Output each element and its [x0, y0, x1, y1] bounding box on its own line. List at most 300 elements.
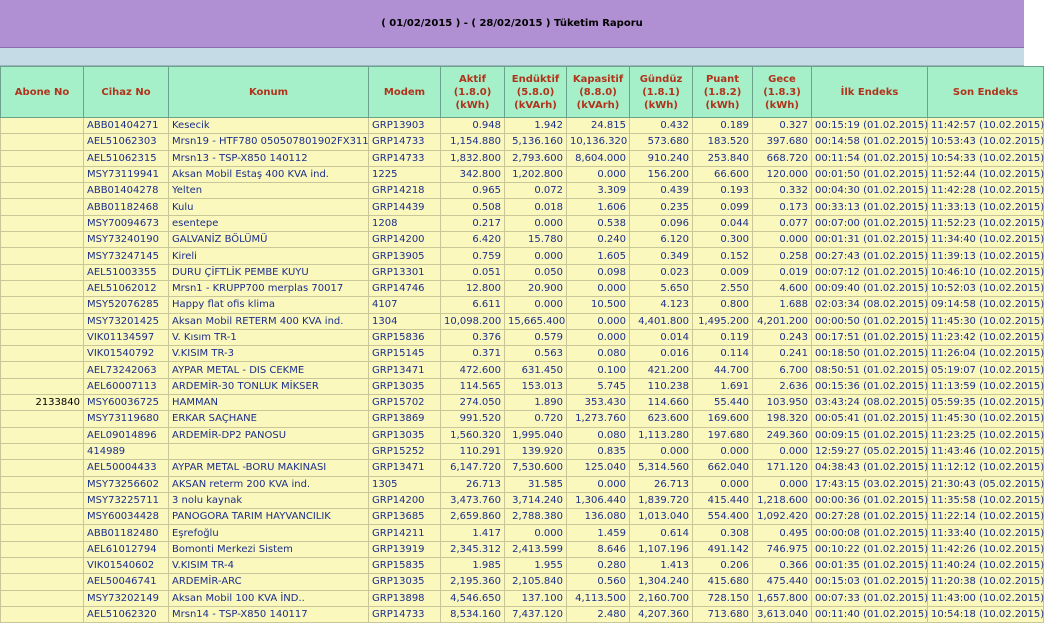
cell-kapasitif: 10,136.320: [567, 134, 630, 150]
table-row[interactable]: [1, 590, 1044, 606]
table-row[interactable]: [1, 329, 1044, 345]
column-header-line: Abone No: [14, 86, 70, 98]
cell-puant: 66.600: [693, 166, 753, 182]
table-row[interactable]: [1, 232, 1044, 248]
cell-enduktif: 1.890: [505, 395, 567, 411]
column-header-line: (kWh): [765, 99, 799, 111]
cell-ilk-endeks: 00:01:31 (01.02.2015): [812, 232, 928, 248]
cell-konum: Kulu: [169, 199, 369, 215]
cell-enduktif: 0.050: [505, 264, 567, 280]
cell-cihaz-no: MSY73119941: [84, 166, 169, 182]
cell-gece: 0.019: [753, 264, 812, 280]
cell-konum: ARDEMİR-30 TONLUK MİKSER: [169, 378, 369, 394]
cell-son-endeks: 21:30:43 (05.02.2015): [928, 476, 1044, 492]
cell-gece: 0.173: [753, 199, 812, 215]
cell-kapasitif: 3.309: [567, 183, 630, 199]
cell-son-endeks: 09:14:58 (10.02.2015): [928, 297, 1044, 313]
cell-gunduz: 0.014: [630, 329, 693, 345]
cell-gece: 746.975: [753, 541, 812, 557]
cell-gece: 0.000: [753, 443, 812, 459]
cell-gunduz: 2,160.700: [630, 590, 693, 606]
cell-enduktif: 0.579: [505, 329, 567, 345]
cell-gunduz: 1.413: [630, 558, 693, 574]
cell-gece: 0.077: [753, 215, 812, 231]
cell-son-endeks: 11:34:40 (10.02.2015): [928, 232, 1044, 248]
cell-enduktif: 139.920: [505, 443, 567, 459]
cell-abone-no: [1, 297, 84, 313]
cell-gece: 1,218.600: [753, 492, 812, 508]
cell-aktif: 991.520: [441, 411, 505, 427]
cell-aktif: 3,473.760: [441, 492, 505, 508]
cell-gunduz: 26.713: [630, 476, 693, 492]
cell-cihaz-no: AEL51003355: [84, 264, 169, 280]
cell-konum: Mrsn14 - TSP-X850 140117: [169, 606, 369, 622]
cell-gece: 0.495: [753, 525, 812, 541]
cell-enduktif: 631.450: [505, 362, 567, 378]
cell-gunduz: 4,401.800: [630, 313, 693, 329]
cell-enduktif: 0.563: [505, 346, 567, 362]
cell-gunduz: 0.000: [630, 443, 693, 459]
table-row[interactable]: [1, 443, 1044, 459]
cell-gece: 103.950: [753, 395, 812, 411]
cell-konum: Aksan Mobil 100 KVA İND..: [169, 590, 369, 606]
table-row[interactable]: [1, 346, 1044, 362]
cell-kapasitif: 0.080: [567, 346, 630, 362]
cell-abone-no: [1, 492, 84, 508]
cell-cihaz-no: ABB01404271: [84, 118, 169, 134]
cell-cihaz-no: MSY73201425: [84, 313, 169, 329]
cell-gece: 3,613.040: [753, 606, 812, 622]
cell-abone-no: [1, 232, 84, 248]
cell-modem: GRP14200: [369, 492, 441, 508]
cell-ilk-endeks: 02:03:34 (08.02.2015): [812, 297, 928, 313]
table-row[interactable]: [1, 199, 1044, 215]
cell-son-endeks: 10:54:33 (10.02.2015): [928, 150, 1044, 166]
table-row[interactable]: [1, 150, 1044, 166]
column-header-son-endeks[interactable]: [928, 67, 1044, 118]
cell-konum: HAMMAN: [169, 395, 369, 411]
cell-aktif: 1,832.800: [441, 150, 505, 166]
column-header-line: Aktif: [459, 73, 486, 85]
cell-gunduz: 5.650: [630, 280, 693, 296]
cell-ilk-endeks: 00:15:36 (01.02.2015): [812, 378, 928, 394]
column-header-gece[interactable]: [753, 67, 812, 118]
cell-aktif: 26.713: [441, 476, 505, 492]
cell-ilk-endeks: 00:27:43 (01.02.2015): [812, 248, 928, 264]
cell-son-endeks: 11:20:38 (10.02.2015): [928, 574, 1044, 590]
cell-ilk-endeks: 17:43:15 (03.02.2015): [812, 476, 928, 492]
column-header-gunduz[interactable]: [630, 67, 693, 118]
cell-gece: 0.366: [753, 558, 812, 574]
cell-modem: 4107: [369, 297, 441, 313]
cell-gece: 1,092.420: [753, 509, 812, 525]
cell-enduktif: 15.780: [505, 232, 567, 248]
cell-puant: 554.400: [693, 509, 753, 525]
cell-konum: DURU ÇİFTLİK PEMBE KUYU: [169, 264, 369, 280]
column-header-line: Gece: [768, 73, 796, 85]
table-row[interactable]: [1, 362, 1044, 378]
cell-modem: GRP13905: [369, 248, 441, 264]
cell-enduktif: 31.585: [505, 476, 567, 492]
cell-aktif: 0.051: [441, 264, 505, 280]
cell-cihaz-no: MSY73256602: [84, 476, 169, 492]
cell-enduktif: 0.072: [505, 183, 567, 199]
column-header-cihaz-no[interactable]: [84, 67, 169, 118]
cell-gece: 198.320: [753, 411, 812, 427]
table-row[interactable]: [1, 574, 1044, 590]
consumption-table: [0, 66, 1044, 623]
cell-aktif: 0.371: [441, 346, 505, 362]
cell-aktif: 6.420: [441, 232, 505, 248]
cell-enduktif: 0.018: [505, 199, 567, 215]
cell-kapasitif: 0.560: [567, 574, 630, 590]
column-header-line: (5.8.0): [516, 86, 555, 98]
cell-kapasitif: 1.606: [567, 199, 630, 215]
cell-kapasitif: 0.538: [567, 215, 630, 231]
cell-gunduz: 4.123: [630, 297, 693, 313]
cell-konum: Mrsn1 - KRUPP700 merplas 70017: [169, 280, 369, 296]
table-row[interactable]: [1, 427, 1044, 443]
cell-ilk-endeks: 00:01:35 (01.02.2015): [812, 558, 928, 574]
table-row[interactable]: [1, 378, 1044, 394]
header-spacer: [0, 48, 1024, 66]
cell-son-endeks: 11:40:24 (10.02.2015): [928, 558, 1044, 574]
cell-son-endeks: 10:46:10 (10.02.2015): [928, 264, 1044, 280]
table-row[interactable]: [1, 492, 1044, 508]
column-header-line: (1.8.1): [642, 86, 680, 98]
cell-cihaz-no: 414989: [84, 443, 169, 459]
cell-puant: 0.044: [693, 215, 753, 231]
column-header-enduktif[interactable]: [505, 67, 567, 118]
table-row[interactable]: [1, 460, 1044, 476]
cell-konum: ARDEMİR-ARC: [169, 574, 369, 590]
cell-gece: 249.360: [753, 427, 812, 443]
cell-abone-no: [1, 476, 84, 492]
cell-cihaz-no: VIK01540602: [84, 558, 169, 574]
cell-abone-no: [1, 199, 84, 215]
table-row[interactable]: [1, 215, 1044, 231]
cell-konum: AKSAN reterm 200 KVA ind.: [169, 476, 369, 492]
column-header-line: (kVArh): [576, 99, 620, 111]
cell-ilk-endeks: 00:00:08 (01.02.2015): [812, 525, 928, 541]
cell-cihaz-no: AEL50004433: [84, 460, 169, 476]
cell-puant: 0.189: [693, 118, 753, 134]
cell-son-endeks: 11:35:58 (10.02.2015): [928, 492, 1044, 508]
cell-gunduz: 114.660: [630, 395, 693, 411]
cell-gece: 0.327: [753, 118, 812, 134]
cell-konum: Kesecik: [169, 118, 369, 134]
column-header-line: Endüktif: [511, 73, 560, 85]
cell-modem: GRP13035: [369, 378, 441, 394]
cell-puant: 1.691: [693, 378, 753, 394]
cell-kapasitif: 8.646: [567, 541, 630, 557]
cell-puant: 491.142: [693, 541, 753, 557]
cell-puant: 0.000: [693, 443, 753, 459]
cell-modem: GRP15702: [369, 395, 441, 411]
cell-abone-no: [1, 280, 84, 296]
cell-puant: 0.000: [693, 476, 753, 492]
cell-gunduz: 110.238: [630, 378, 693, 394]
cell-abone-no: [1, 215, 84, 231]
cell-puant: 0.009: [693, 264, 753, 280]
cell-puant: 415.680: [693, 574, 753, 590]
cell-kapasitif: 8,604.000: [567, 150, 630, 166]
cell-modem: GRP13471: [369, 460, 441, 476]
cell-kapasitif: 136.080: [567, 509, 630, 525]
cell-gunduz: 421.200: [630, 362, 693, 378]
cell-gunduz: 623.600: [630, 411, 693, 427]
cell-puant: 253.840: [693, 150, 753, 166]
cell-modem: GRP14733: [369, 134, 441, 150]
cell-modem: GRP13035: [369, 574, 441, 590]
cell-abone-no: [1, 118, 84, 134]
cell-konum: [169, 443, 369, 459]
cell-modem: GRP13471: [369, 362, 441, 378]
column-header-line: (kWh): [705, 99, 740, 111]
cell-gunduz: 0.432: [630, 118, 693, 134]
table-row[interactable]: [1, 525, 1044, 541]
cell-kapasitif: 0.098: [567, 264, 630, 280]
cell-son-endeks: 11:13:59 (10.02.2015): [928, 378, 1044, 394]
cell-konum: Mrsn13 - TSP-X850 140112: [169, 150, 369, 166]
cell-abone-no: [1, 411, 84, 427]
cell-aktif: 274.050: [441, 395, 505, 411]
cell-konum: ERKAR SAÇHANE: [169, 411, 369, 427]
cell-aktif: 2,345.312: [441, 541, 505, 557]
table-row[interactable]: [1, 264, 1044, 280]
cell-puant: 1,495.200: [693, 313, 753, 329]
cell-cihaz-no: AEL51062315: [84, 150, 169, 166]
cell-aktif: 6,147.720: [441, 460, 505, 476]
cell-gunduz: 910.240: [630, 150, 693, 166]
cell-cihaz-no: AEL09014896: [84, 427, 169, 443]
cell-gece: 475.440: [753, 574, 812, 590]
cell-enduktif: 0.000: [505, 297, 567, 313]
cell-konum: Mrsn19 - HTF780 050507801902FX311: [169, 134, 369, 150]
cell-cihaz-no: AEL61012794: [84, 541, 169, 557]
cell-cihaz-no: MSY52076285: [84, 297, 169, 313]
cell-konum: AYPAR METAL - DIS CEKME: [169, 362, 369, 378]
cell-son-endeks: 11:23:25 (10.02.2015): [928, 427, 1044, 443]
cell-konum: ARDEMİR-DP2 PANOSU: [169, 427, 369, 443]
cell-gunduz: 0.096: [630, 215, 693, 231]
table-row[interactable]: [1, 183, 1044, 199]
table-header-row: [1, 67, 1044, 118]
cell-konum: 3 nolu kaynak: [169, 492, 369, 508]
table-row[interactable]: [1, 118, 1044, 134]
cell-konum: PANOGORA TARIM HAYVANCILIK: [169, 509, 369, 525]
cell-aktif: 1.417: [441, 525, 505, 541]
cell-ilk-endeks: 00:11:54 (01.02.2015): [812, 150, 928, 166]
column-header-line: Cihaz No: [101, 86, 151, 98]
cell-gunduz: 0.235: [630, 199, 693, 215]
cell-gunduz: 156.200: [630, 166, 693, 182]
cell-konum: Happy flat ofis klima: [169, 297, 369, 313]
cell-son-endeks: 10:52:03 (10.02.2015): [928, 280, 1044, 296]
cell-modem: GRP14218: [369, 183, 441, 199]
cell-kapasitif: 0.240: [567, 232, 630, 248]
column-header-modem[interactable]: [369, 67, 441, 118]
cell-modem: GRP13035: [369, 427, 441, 443]
cell-cihaz-no: VIK01540792: [84, 346, 169, 362]
table-row[interactable]: [1, 248, 1044, 264]
table-row[interactable]: [1, 558, 1044, 574]
cell-kapasitif: 0.100: [567, 362, 630, 378]
cell-aktif: 472.600: [441, 362, 505, 378]
cell-abone-no: [1, 509, 84, 525]
cell-kapasitif: 0.000: [567, 280, 630, 296]
cell-gunduz: 573.680: [630, 134, 693, 150]
cell-gece: 120.000: [753, 166, 812, 182]
cell-modem: GRP15836: [369, 329, 441, 345]
cell-konum: Kireli: [169, 248, 369, 264]
cell-puant: 0.152: [693, 248, 753, 264]
cell-ilk-endeks: 00:18:50 (01.02.2015): [812, 346, 928, 362]
cell-abone-no: [1, 378, 84, 394]
column-header-konum[interactable]: [169, 67, 369, 118]
cell-kapasitif: 2.480: [567, 606, 630, 622]
cell-cihaz-no: MSY73225711: [84, 492, 169, 508]
cell-abone-no: [1, 443, 84, 459]
table-row[interactable]: [1, 476, 1044, 492]
cell-gece: 0.243: [753, 329, 812, 345]
cell-son-endeks: 11:43:00 (10.02.2015): [928, 590, 1044, 606]
cell-modem: GRP13919: [369, 541, 441, 557]
cell-ilk-endeks: 00:01:50 (01.02.2015): [812, 166, 928, 182]
cell-abone-no: [1, 460, 84, 476]
cell-abone-no: [1, 329, 84, 345]
cell-aktif: 8,534.160: [441, 606, 505, 622]
cell-abone-no: [1, 134, 84, 150]
cell-ilk-endeks: 00:14:58 (01.02.2015): [812, 134, 928, 150]
cell-enduktif: 0.000: [505, 215, 567, 231]
table-row[interactable]: [1, 313, 1044, 329]
cell-modem: GRP14439: [369, 199, 441, 215]
cell-gunduz: 1,113.280: [630, 427, 693, 443]
cell-ilk-endeks: 00:33:13 (01.02.2015): [812, 199, 928, 215]
cell-abone-no: [1, 541, 84, 557]
column-header-puant[interactable]: [693, 67, 753, 118]
cell-kapasitif: 0.000: [567, 329, 630, 345]
cell-aktif: 2,195.360: [441, 574, 505, 590]
cell-aktif: 0.965: [441, 183, 505, 199]
cell-konum: V.KISIM TR-3: [169, 346, 369, 362]
table-row[interactable]: [1, 297, 1044, 313]
cell-cihaz-no: AEL51062320: [84, 606, 169, 622]
cell-son-endeks: 11:45:30 (10.02.2015): [928, 313, 1044, 329]
cell-son-endeks: 10:53:43 (10.02.2015): [928, 134, 1044, 150]
table-row[interactable]: [1, 166, 1044, 182]
table-row[interactable]: [1, 509, 1044, 525]
cell-gunduz: 5,314.560: [630, 460, 693, 476]
cell-gunduz: 1,839.720: [630, 492, 693, 508]
cell-aktif: 10,098.200: [441, 313, 505, 329]
cell-modem: GRP13903: [369, 118, 441, 134]
cell-gece: 4,201.200: [753, 313, 812, 329]
cell-konum: V. Kısım TR-1: [169, 329, 369, 345]
cell-puant: 0.206: [693, 558, 753, 574]
cell-ilk-endeks: 04:38:43 (01.02.2015): [812, 460, 928, 476]
cell-gunduz: 1,107.196: [630, 541, 693, 557]
table-row[interactable]: [1, 280, 1044, 296]
table-row[interactable]: [1, 606, 1044, 622]
column-header-ilk-endeks[interactable]: [812, 67, 928, 118]
table-row[interactable]: [1, 411, 1044, 427]
report-title-bar: [0, 0, 1024, 48]
cell-ilk-endeks: 00:00:36 (01.02.2015): [812, 492, 928, 508]
cell-gece: 1,657.800: [753, 590, 812, 606]
cell-ilk-endeks: 12:59:27 (05.02.2015): [812, 443, 928, 459]
cell-gece: 4.600: [753, 280, 812, 296]
cell-son-endeks: 11:42:57 (10.02.2015): [928, 118, 1044, 134]
column-header-line: (8.8.0): [579, 86, 617, 98]
cell-gece: 1.688: [753, 297, 812, 313]
cell-puant: 0.114: [693, 346, 753, 362]
cell-cihaz-no: ABB01182480: [84, 525, 169, 541]
cell-gece: 668.720: [753, 150, 812, 166]
column-header-line: (1.8.2): [703, 86, 742, 98]
cell-gece: 0.258: [753, 248, 812, 264]
table-row[interactable]: [1, 134, 1044, 150]
cell-kapasitif: 0.280: [567, 558, 630, 574]
cell-cihaz-no: AEL60007113: [84, 378, 169, 394]
cell-son-endeks: 11:52:23 (10.02.2015): [928, 215, 1044, 231]
cell-kapasitif: 0.000: [567, 476, 630, 492]
table-row[interactable]: [1, 395, 1044, 411]
cell-abone-no: [1, 590, 84, 606]
table-row[interactable]: [1, 541, 1044, 557]
cell-konum: Aksan Mobil RETERM 400 KVA ind.: [169, 313, 369, 329]
cell-abone-no: [1, 574, 84, 590]
column-header-kapasitif[interactable]: [567, 67, 630, 118]
cell-enduktif: 7,437.120: [505, 606, 567, 622]
cell-son-endeks: 11:52:44 (10.02.2015): [928, 166, 1044, 182]
cell-modem: GRP14733: [369, 606, 441, 622]
cell-enduktif: 153.013: [505, 378, 567, 394]
cell-puant: 197.680: [693, 427, 753, 443]
cell-abone-no: [1, 150, 84, 166]
cell-ilk-endeks: 03:43:24 (08.02.2015): [812, 395, 928, 411]
cell-abone-no: [1, 558, 84, 574]
cell-son-endeks: 11:43:46 (10.02.2015): [928, 443, 1044, 459]
column-header-line: (kVArh): [514, 99, 557, 111]
cell-cihaz-no: MSY73119680: [84, 411, 169, 427]
cell-puant: 0.099: [693, 199, 753, 215]
cell-aktif: 6.611: [441, 297, 505, 313]
cell-cihaz-no: VIK01134597: [84, 329, 169, 345]
cell-gece: 0.000: [753, 232, 812, 248]
cell-puant: 713.680: [693, 606, 753, 622]
cell-abone-no: [1, 427, 84, 443]
cell-aktif: 0.759: [441, 248, 505, 264]
column-header-aktif[interactable]: [441, 67, 505, 118]
cell-cihaz-no: MSY60034428: [84, 509, 169, 525]
cell-modem: GRP14211: [369, 525, 441, 541]
cell-aktif: 1,560.320: [441, 427, 505, 443]
column-header-abone-no[interactable]: [1, 67, 84, 118]
cell-kapasitif: 1,273.760: [567, 411, 630, 427]
cell-modem: 1225: [369, 166, 441, 182]
cell-son-endeks: 05:59:35 (10.02.2015): [928, 395, 1044, 411]
cell-modem: 1208: [369, 215, 441, 231]
cell-enduktif: 0.000: [505, 525, 567, 541]
cell-aktif: 2,659.860: [441, 509, 505, 525]
cell-son-endeks: 11:39:13 (10.02.2015): [928, 248, 1044, 264]
cell-aktif: 0.217: [441, 215, 505, 231]
cell-cihaz-no: AEL51062012: [84, 280, 169, 296]
cell-ilk-endeks: 00:17:51 (01.02.2015): [812, 329, 928, 345]
cell-enduktif: 3,714.240: [505, 492, 567, 508]
